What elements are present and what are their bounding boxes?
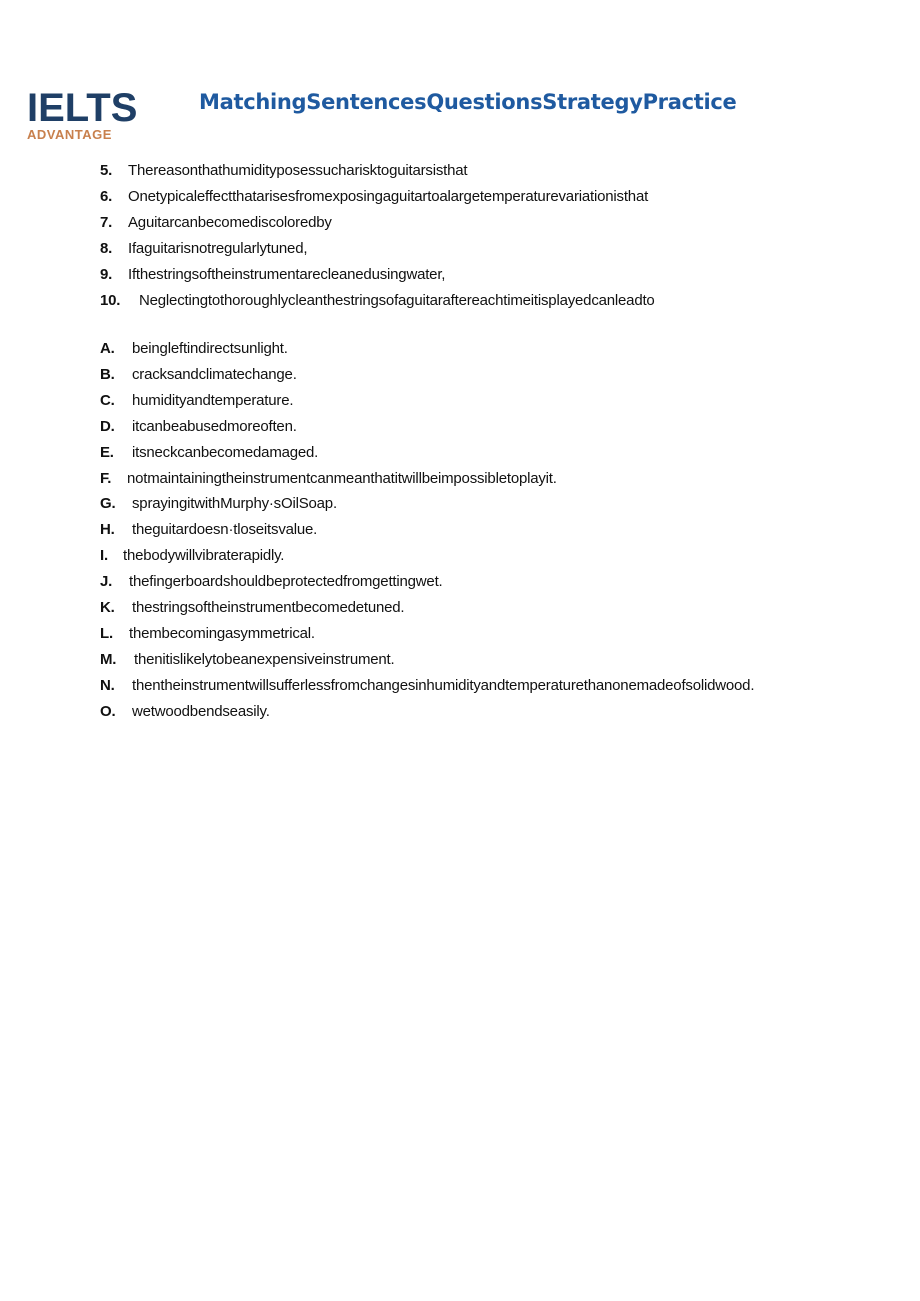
answer-item (100, 647, 820, 673)
question-item (100, 288, 820, 314)
question-text: Neglectingtothoroughlycleanthestringsofaguitaraftereachtimeitisplayedcanleadto (139, 291, 655, 309)
answer-item (100, 595, 820, 621)
answer-letter: N. (100, 676, 115, 694)
answer-item (100, 517, 820, 543)
question-item (100, 210, 820, 236)
question-number: 5. (100, 162, 113, 179)
answer-letter: O. (100, 702, 116, 720)
answer-text: humidityandtemperature. (132, 391, 294, 409)
answer-text: thestringsoftheinstrumentbecomedetuned. (132, 599, 405, 617)
answer-item (100, 543, 820, 569)
question-number: 8. (100, 239, 113, 257)
question-number: 10. (100, 291, 121, 309)
answer-text: thebodywillvibraterapidly. (123, 547, 285, 565)
ielts-advantage-logo (27, 88, 157, 142)
question-text: Onetypicaleffectthatarisesfromexposingaguitartoalargetemperaturevariationisthat (128, 187, 649, 205)
answer-item (100, 362, 820, 388)
answer-text: wetwoodbendseasily. (132, 702, 270, 720)
answer-letter: M. (100, 650, 117, 668)
question-item (100, 262, 820, 288)
question-list (100, 158, 820, 313)
answer-text: theguitardoesn·tloseitsvalue. (132, 521, 318, 539)
answer-text: sprayingitwithMurphy·sOilSoap. (132, 495, 337, 513)
question-text: Thereasonthathumidityposessucharisktoguitarsisthat (128, 162, 468, 179)
answer-letter: A. (100, 340, 115, 357)
answer-text: thembecomingasymmetrical. (129, 624, 315, 642)
question-item (100, 184, 820, 210)
answer-text: thentheinstrumentwillsufferlessfromchangesinhumidityandtemperaturethanonemadeofsolidwood. (132, 676, 755, 694)
answer-letter: H. (100, 521, 115, 539)
question-text: Ifthestringsoftheinstrumentarecleanedusingwater, (128, 265, 446, 283)
answer-item (100, 569, 820, 595)
answer-text: notmaintainingtheinstrumentcanmeanthatitwillbeimpossibletoplayit. (127, 469, 557, 487)
answer-letter: L. (100, 624, 113, 642)
question-text: Ifaguitarisnotregularlytuned, (128, 239, 308, 257)
question-number: 7. (100, 213, 113, 231)
answer-item (100, 414, 820, 440)
logo-sub-text: ADVANTAGE (27, 127, 112, 142)
answer-item (100, 466, 820, 492)
answer-letter: B. (100, 365, 115, 383)
answer-item (100, 336, 820, 362)
answer-letter: I. (100, 547, 108, 565)
answer-text: itsneckcanbecomedamaged. (132, 443, 319, 461)
question-item (100, 158, 820, 184)
answer-text: beingleftindirectsunlight. (132, 340, 288, 357)
answer-item (100, 491, 820, 517)
answer-item (100, 440, 820, 466)
answer-letter: K. (100, 599, 115, 617)
question-item (100, 236, 820, 262)
answer-letter: F. (100, 469, 112, 487)
answer-text: cracksandclimatechange. (132, 365, 297, 383)
answer-letter: D. (100, 417, 115, 435)
answer-text: itcanbeabusedmoreoften. (132, 417, 297, 435)
answer-letter: C. (100, 391, 115, 409)
answer-text: thenitislikelytobeanexpensiveinstrument. (134, 650, 395, 668)
logo-main-text: IELTS (27, 86, 138, 130)
question-number: 6. (100, 187, 113, 205)
answer-item (100, 388, 820, 414)
page-title: MatchingSentencesQuestionsStrategyPractice (199, 90, 737, 114)
answer-letter: G. (100, 495, 116, 513)
question-number: 9. (100, 265, 113, 283)
answer-text: thefingerboardshouldbeprotectedfromgettingwet. (129, 573, 443, 591)
answer-letter: J. (100, 573, 113, 591)
answer-item (100, 621, 820, 647)
answer-item (100, 673, 800, 699)
answer-item (100, 699, 820, 725)
answer-list (100, 336, 820, 725)
answer-letter: E. (100, 443, 114, 461)
question-text: Aguitarcanbecomediscoloredby (128, 213, 332, 231)
